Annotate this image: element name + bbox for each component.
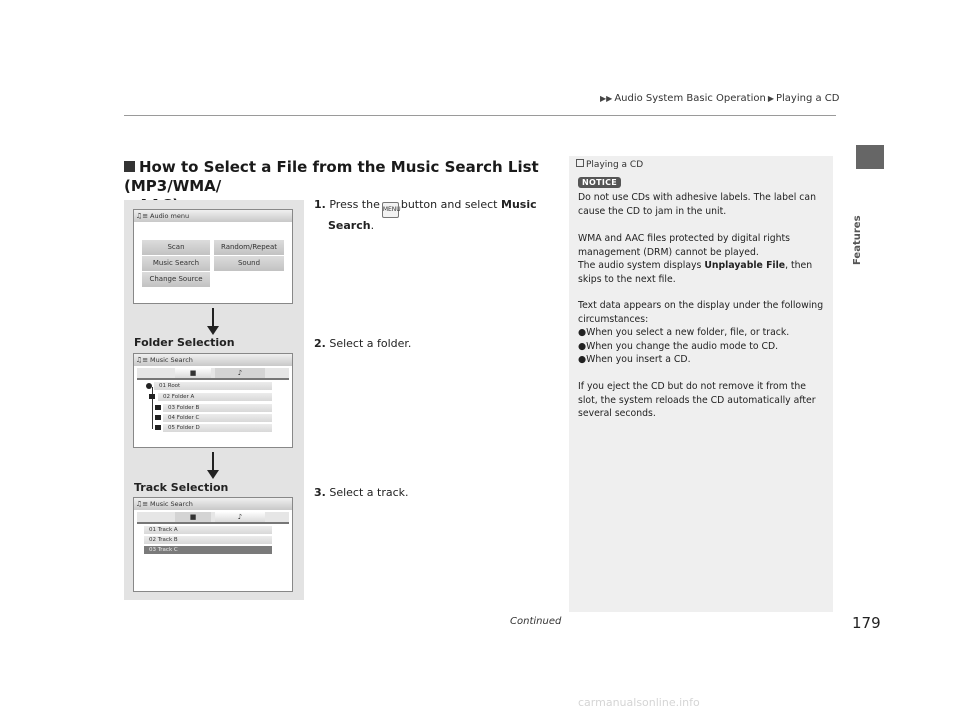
breadcrumb-arrow-icon: ▶ [767, 94, 774, 103]
tab-tracks[interactable] [215, 512, 265, 522]
music-menu-icon: ♫≡ [135, 212, 149, 220]
heading-square-icon [124, 161, 135, 172]
list-item[interactable]: 04 Folder C [163, 414, 272, 422]
note-reference: Playing a CD [576, 159, 643, 170]
screen-title-bar: ♫≡ Audio menu [134, 210, 292, 222]
folder-icon [155, 425, 161, 430]
reference-box-icon [576, 159, 584, 167]
menu-button-icon: MENU [382, 202, 399, 218]
music-menu-icon: ♫≡ [135, 500, 149, 508]
note-text-1: Do not use CDs with adhesive labels. The label can cause the CD to jam in the unit. [578, 192, 816, 217]
music-menu-icon: ♫≡ [135, 356, 149, 364]
folder-icon: ■ [189, 369, 197, 377]
track-selection-caption: Track Selection [134, 481, 229, 494]
bullet-icon: ● [578, 340, 587, 352]
tab-tracks[interactable] [215, 368, 265, 378]
folder-icon [149, 394, 155, 399]
track-selection-screen [133, 497, 293, 592]
note-text-3: Text data appears on the display under the following circumstances: ●When you select a new folder, file, or track. ●When you change the audio mode to CD. ●When you insert a CD. [578, 299, 828, 367]
list-item[interactable]: 01 Track A [144, 526, 272, 534]
folder-icon: ■ [189, 513, 197, 521]
bullet-icon: ● [578, 327, 587, 339]
music-search-button[interactable]: Music Search [142, 256, 210, 271]
step-2: 2. Select a folder. [314, 337, 412, 350]
chapter-label: Features [852, 215, 863, 265]
section-title: How to Select a File from the Music Search List (MP3/WMA/ [124, 158, 539, 195]
breadcrumb-item: Audio System Basic Operation [614, 93, 766, 104]
bullet-item: ●When you change the audio mode to CD. [578, 340, 779, 352]
change-source-button[interactable]: Change Source [142, 272, 210, 287]
tab-folders[interactable] [175, 512, 211, 522]
breadcrumb-arrow-icon: ▶▶ [600, 94, 613, 103]
search-tabs [137, 512, 289, 524]
folder-icon [155, 415, 161, 420]
audio-menu-screen [133, 209, 293, 304]
screen-title-bar: ♫≡ Music Search [134, 354, 292, 366]
bullet-item: ●When you select a new folder, file, or track. [578, 327, 790, 339]
music-note-icon: ♪ [237, 513, 243, 521]
down-arrow-icon [212, 452, 214, 472]
list-item-selected[interactable]: 03 Track C [144, 546, 272, 554]
list-item[interactable]: 01 Root [154, 382, 272, 390]
note-text-2: WMA and AAC files protected by digital rights management (DRM) cannot be played. The audio system displays Unplayable File, then skips to the next file. [578, 233, 813, 285]
list-item[interactable]: 03 Folder B [163, 404, 272, 412]
arrow-head-icon [207, 470, 219, 479]
folder-selection-caption: Folder Selection [134, 336, 235, 349]
header-divider [124, 115, 836, 116]
note-text-4: If you eject the CD but do not remove it from the slot, the system reloads the CD automatically after several seconds. [578, 381, 816, 420]
page-number: 179 [852, 614, 881, 632]
folder-selection-screen [133, 353, 293, 448]
breadcrumb-item: Playing a CD [775, 93, 840, 104]
down-arrow-icon [212, 308, 214, 328]
notice-badge: NOTICE [578, 177, 621, 188]
sound-button[interactable]: Sound [214, 256, 284, 271]
list-item[interactable]: 02 Track B [144, 536, 272, 544]
step-1: 1. Press the MENUbutton and select Music Search. [314, 198, 537, 232]
screen-title-bar: ♫≡ Music Search [134, 498, 292, 510]
bullet-icon: ● [578, 354, 587, 366]
scan-button[interactable]: Scan [142, 240, 210, 255]
list-item[interactable]: 05 Folder D [163, 424, 272, 432]
step-3: 3. Select a track. [314, 486, 409, 499]
continued-label: Continued [510, 616, 562, 627]
breadcrumb [598, 93, 839, 104]
search-tabs [137, 368, 289, 380]
watermark: carmanualsonline.info [578, 696, 700, 709]
arrow-head-icon [207, 326, 219, 335]
tab-folders[interactable] [175, 368, 211, 378]
random-repeat-button[interactable]: Random/Repeat [214, 240, 284, 255]
bullet-item: ●When you insert a CD. [578, 354, 691, 366]
chapter-tab [856, 145, 884, 169]
folder-icon [155, 405, 161, 410]
list-item[interactable]: 02 Folder A [158, 393, 272, 401]
music-note-icon: ♪ [237, 369, 243, 377]
